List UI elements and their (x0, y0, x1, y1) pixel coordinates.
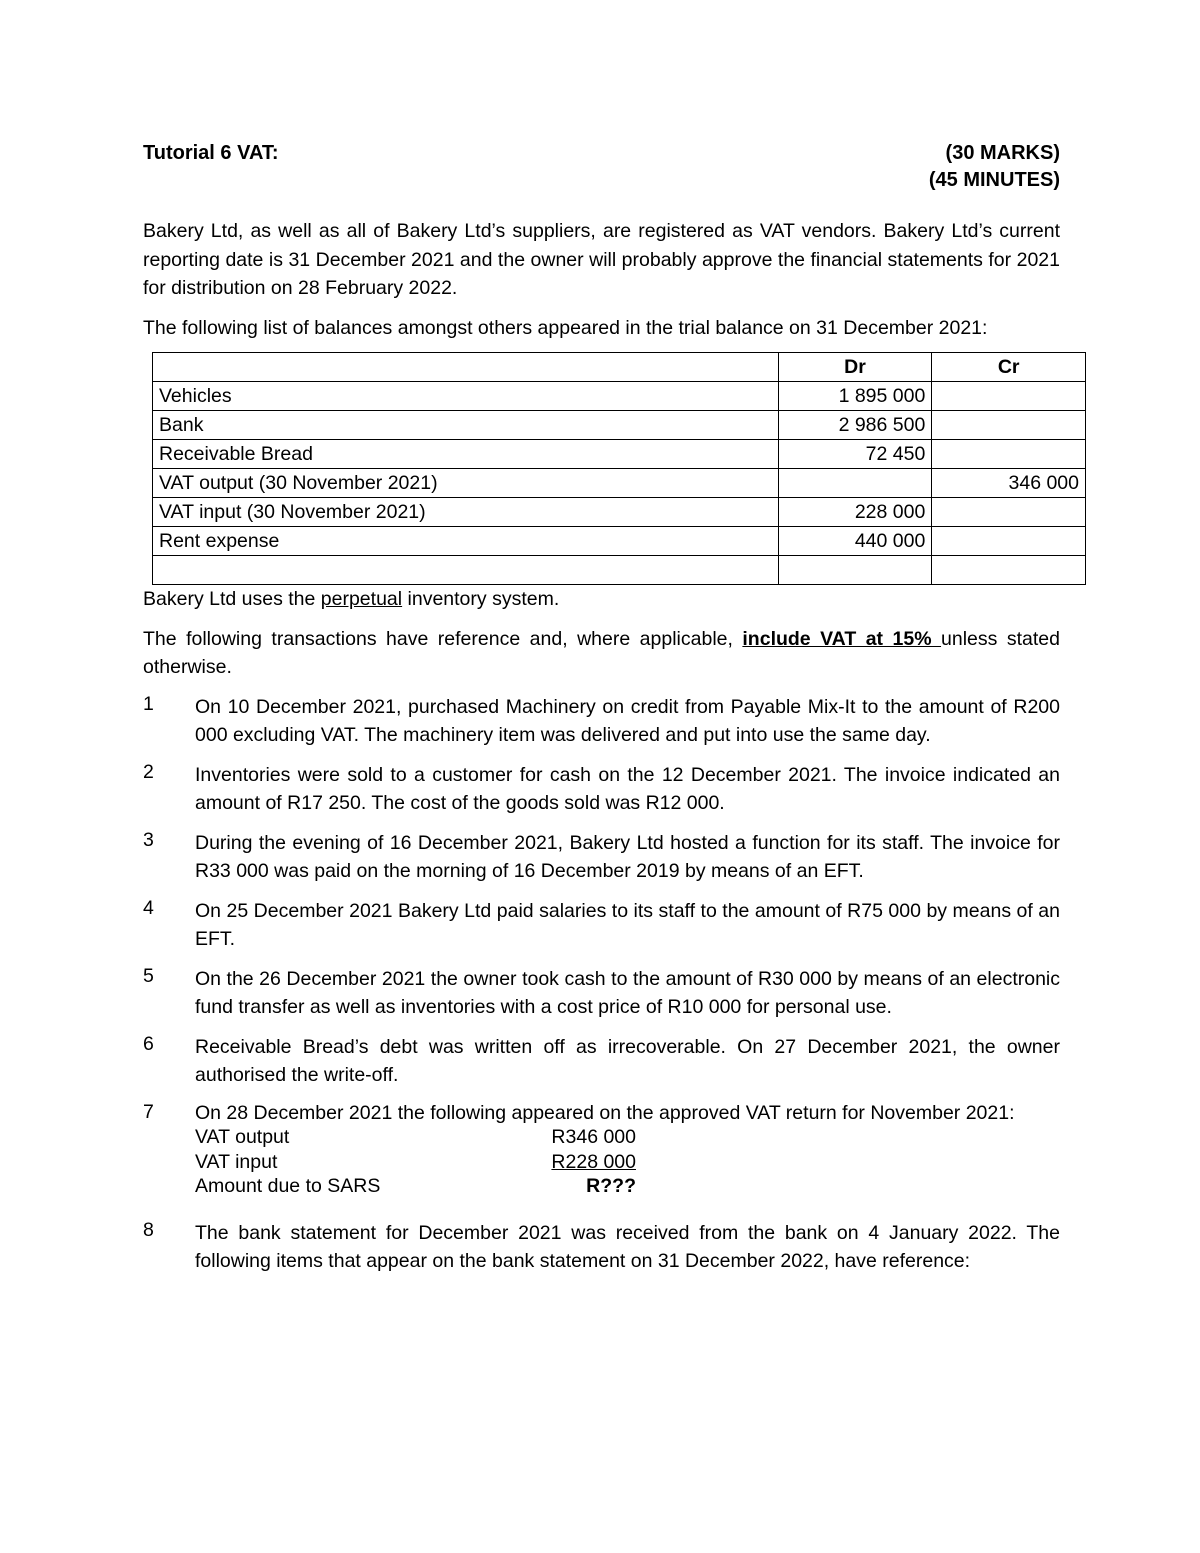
header-cr-cell: Cr (932, 353, 1086, 382)
document-content (143, 140, 1079, 1276)
transactions-note (143, 625, 1060, 682)
amount-due-value: R??? (586, 1175, 636, 1197)
vat-output-row (195, 1125, 1060, 1150)
dr-cell: 228 000 (778, 498, 932, 527)
cr-cell: 346 000 (932, 469, 1086, 498)
transactions-note-after: unless stated otherwise. (143, 627, 1060, 678)
amount-due-row (195, 1174, 1060, 1199)
header-label-cell (153, 353, 779, 382)
vat-input-row (195, 1150, 1060, 1175)
inventory-note-underlined: perpetual (320, 588, 403, 610)
item-body (195, 1101, 1060, 1199)
dr-cell (778, 469, 932, 498)
cr-cell (932, 527, 1086, 556)
item-text: Inventories were sold to a customer for cash on the 12 December 2021. The invoice indicated an amount of R17 250. The cost of the goods sold was R12 000. (195, 763, 1060, 814)
table-row-empty (153, 556, 1086, 585)
item-number: 2 (143, 760, 154, 783)
dr-cell: 1 895 000 (778, 382, 932, 411)
transactions-note-before: The following transactions have reference and, where applicable, (143, 627, 743, 650)
item-text: On 25 December 2021 Bakery Ltd paid salaries to its staff to the amount of R75 000 by means of an EFT. (195, 899, 1060, 950)
item-number: 1 (143, 692, 154, 715)
item-text: On 28 December 2021 the following appeared on the approved VAT return for November 2021: (195, 1101, 1015, 1124)
item-text: The bank statement for December 2021 was received from the bank on 4 January 2022. The following items that appear on the bank statement on 31 December 2022, have reference: (195, 1221, 1060, 1272)
list-item (143, 1101, 1060, 1199)
minutes-label: (45 MINUTES) (928, 169, 1060, 191)
item-text: Receivable Bread’s debt was written off as irrecoverable. On 27 December 2021, the owner authorised the write-off. (195, 1035, 1060, 1086)
item-number: 4 (143, 896, 154, 919)
dr-cell: 2 986 500 (778, 411, 932, 440)
vat-input-value: R228 000 (551, 1150, 636, 1173)
table-row (153, 498, 1086, 527)
vat-input-label: VAT input (195, 1150, 278, 1173)
item-number: 6 (143, 1032, 154, 1055)
vat-output-value: R346 000 (551, 1126, 636, 1148)
cr-cell (932, 556, 1086, 585)
cr-cell (932, 440, 1086, 469)
list-item (143, 1219, 1060, 1276)
table-row (153, 440, 1086, 469)
cr-cell (932, 411, 1086, 440)
account-cell: Receivable Bread (153, 440, 779, 469)
amount-due-label: Amount due to SARS (195, 1175, 381, 1197)
inventory-note-before: Bakery Ltd uses the (143, 588, 321, 610)
account-cell: Rent expense (153, 527, 779, 556)
header-right (929, 140, 1060, 194)
header-dr-cell: Dr (778, 353, 932, 382)
trial-balance-intro: The following list of balances amongst others appeared in the trial balance on 31 December 2021: (143, 316, 988, 339)
item-text: On the 26 December 2021 the owner took cash to the amount of R30 000 by means of an electronic fund transfer as well as inventories with a cost price of R10 000 for personal use. (195, 967, 1060, 1018)
account-cell: Bank (153, 411, 779, 440)
inventory-note-after: inventory system. (402, 588, 560, 610)
list-item (143, 897, 1060, 954)
table-row (153, 382, 1086, 411)
intro-paragraph: Bakery Ltd, as well as all of Bakery Ltd’s suppliers, are registered as VAT vendors. Bakery Ltd’s current reporting date is 31 December 2021 and the owner will probably approve the financial statements for 2021 for distribution on 28 February 2022. (143, 220, 1060, 299)
table-row (153, 527, 1086, 556)
item-number: 3 (143, 828, 154, 851)
vat-output-label: VAT output (195, 1126, 290, 1148)
vat-return-summary (195, 1125, 1060, 1199)
dr-cell: 72 450 (778, 440, 932, 469)
account-cell: Vehicles (153, 382, 779, 411)
inventory-system-note (143, 585, 1060, 614)
header (143, 140, 1060, 194)
account-cell (153, 556, 779, 585)
table-header-row (153, 353, 1086, 382)
list-item (143, 1033, 1060, 1090)
table-row (153, 469, 1086, 498)
vat-emphasis: include VAT at 15% (742, 627, 942, 650)
account-cell: VAT output (30 November 2021) (153, 469, 779, 498)
marks-label: (30 MARKS) (945, 142, 1060, 164)
item-number: 5 (143, 964, 154, 987)
item-number: 8 (143, 1218, 154, 1241)
account-cell: VAT input (30 November 2021) (153, 498, 779, 527)
table-row (153, 411, 1086, 440)
item-number: 7 (143, 1100, 154, 1123)
item-text: During the evening of 16 December 2021, Bakery Ltd hosted a function for its staff. The invoice for R33 000 was paid on the morning of 16 December 2019 by means of an EFT. (195, 831, 1060, 882)
cr-cell (932, 382, 1086, 411)
list-item (143, 829, 1060, 886)
dr-cell (778, 556, 932, 585)
dr-cell: 440 000 (778, 527, 932, 556)
tutorial-title: Tutorial 6 VAT: (143, 142, 279, 164)
list-item (143, 693, 1060, 750)
trial-balance-table (152, 352, 1086, 585)
list-item (143, 965, 1060, 1022)
item-text: On 10 December 2021, purchased Machinery on credit from Payable Mix-It to the amount of R200 000 excluding VAT. The machinery item was delivered and put into use the same day. (195, 695, 1060, 746)
cr-cell (932, 498, 1086, 527)
list-item (143, 761, 1060, 818)
